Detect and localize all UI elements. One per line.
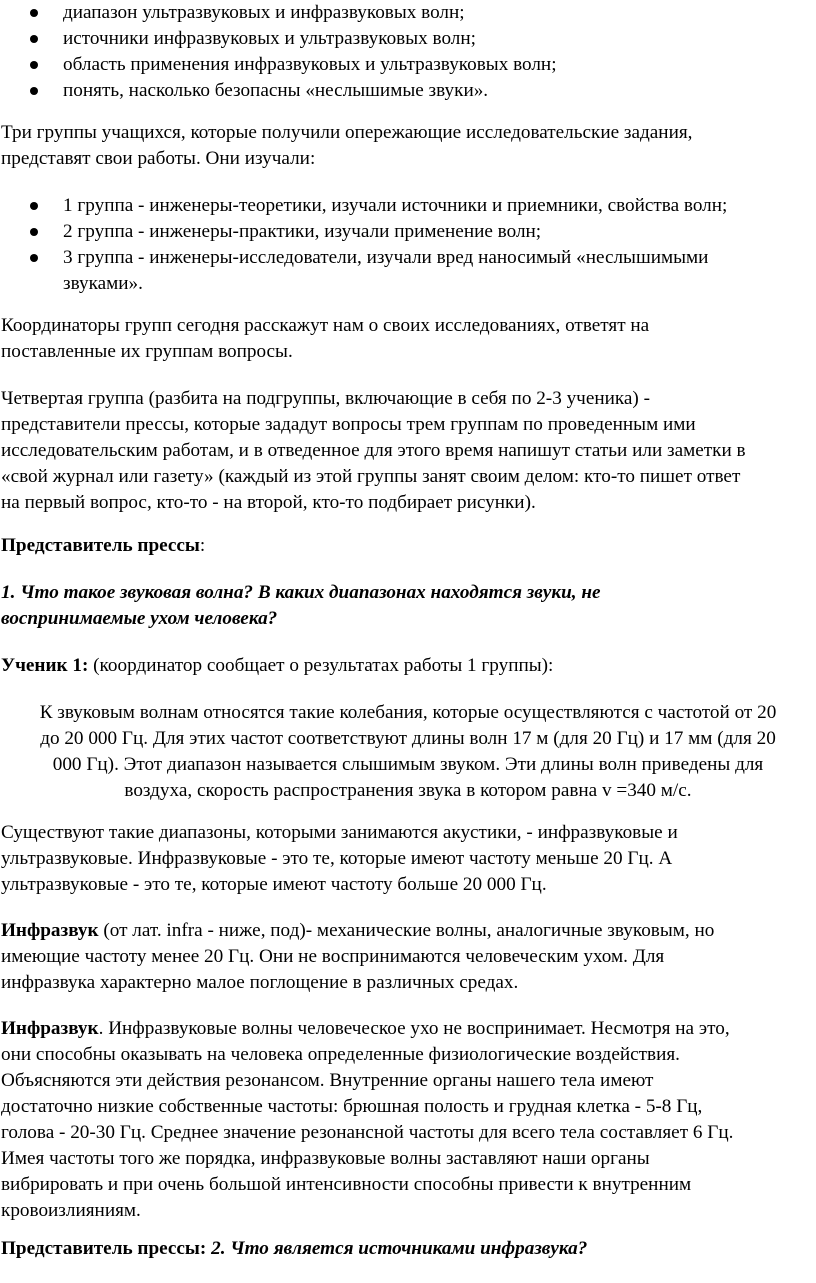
list-item: 3 группа - инженеры-исследователи, изучали вред наносимый «неслышимыми звуками». bbox=[1, 245, 815, 297]
group4-paragraph: Четвертая группа (разбита на подгруппы, включающие в себя по 2-3 ученика) - представители прессы, которые зададут вопросы трем группам по проведенным ими исследовательским работам, и в отведенное для этого время напишут статьи или заметки в «свой журнал или газету» (каждый из этой группы занят своим делом: кто-то пишет ответ на первый вопрос, кто-то - на второй, кто-то подбирает рисунки). bbox=[1, 388, 746, 513]
list-item: источники инфразвуковых и ультразвуковых волн; bbox=[1, 26, 815, 52]
bullet-icon bbox=[30, 9, 38, 17]
list-item: диапазон ультразвуковых и инфразвуковых волн; bbox=[1, 0, 815, 26]
ranges-paragraph: Существуют такие диапазоны, которыми занимаются акустики, - инфразвуковые и ультразвуковые. Инфразвуковые - это те, которые имеют частоту меньше 20 Гц. А ультразвуковые - это те, которые имеют частоту больше 20 000 Гц. bbox=[1, 822, 678, 895]
list-item: понять, насколько безопасны «неслышимые звуки». bbox=[1, 78, 815, 104]
bullet-icon bbox=[30, 87, 38, 95]
groups-list bbox=[1, 193, 815, 297]
list-item: 2 группа - инженеры-практики, изучали применение волн; bbox=[1, 219, 815, 245]
bullet-icon bbox=[30, 228, 38, 236]
list-item: 1 группа - инженеры-теоретики, изучали источники и приемники, свойства волн; bbox=[1, 193, 815, 219]
intro-paragraph: Три группы учащихся, которые получили опережающие исследовательские задания, представят свои работы. Они изучали: bbox=[1, 122, 693, 169]
sound-waves-paragraph: К звуковым волнам относятся такие колебания, которые осуществляются с частотой от 20 до 20 000 Гц. Для этих частот соответствуют длины волн 17 м (для 20 Гц) и 17 мм (для 20 000 Гц). Этот диапазон называется слышимым звуком. Эти длины волн приведены для воздуха, скорость распространения звука в котором равна v =340 м/с. bbox=[39, 702, 777, 801]
bullet-icon bbox=[30, 35, 38, 43]
infrasound-definition: Инфразвук (от лат. infra - ниже, под)- механические волны, аналогичные звуковым, но имеющие частоту менее 20 Гц. Они не воспринимаются человеческим ухом. Для инфразвука характерно малое поглощение в различных средах. bbox=[1, 920, 715, 993]
goals-list bbox=[1, 0, 815, 104]
bullet-icon bbox=[30, 254, 38, 262]
question-1: 1. Что такое звуковая волна? В каких диапазонах находятся звуки, не воспринимаемые ухом человека? bbox=[1, 582, 601, 629]
infrasound-effects: Инфразвук. Инфразвуковые волны человеческое ухо не воспринимает. Несмотря на это, они способны оказывать на человека определенные физиологические воздействия. Объясняются эти действия резонансом. Внутренние органы нашего тела имеют достаточно низкие собственные частоты: брюшная полость и грудная клетка - 5-8 Гц, голова - 20-30 Гц. Среднее значение резонансной частоты для всего тела составляет 6 Гц. Имея частоты того же порядка, инфразвуковые волны заставляют наши органы вибрировать и при очень большой интенсивности способны привести к внутренним кровоизлияниям. bbox=[1, 1018, 734, 1221]
list-item: область применения инфразвуковых и ультразвуковых волн; bbox=[1, 52, 815, 78]
press-speaker-1: Представитель прессы: bbox=[1, 535, 206, 556]
coordinators-paragraph: Координаторы групп сегодня расскажут нам о своих исследованиях, ответят на поставленные их группам вопросы. bbox=[1, 315, 650, 362]
bullet-icon bbox=[30, 61, 38, 69]
bullet-icon bbox=[30, 202, 38, 210]
press-speaker-2: Представитель прессы: 2. Что является источниками инфразвука? bbox=[1, 1238, 588, 1259]
student-1: Ученик 1: (координатор сообщает о результатах работы 1 группы): bbox=[1, 655, 554, 676]
